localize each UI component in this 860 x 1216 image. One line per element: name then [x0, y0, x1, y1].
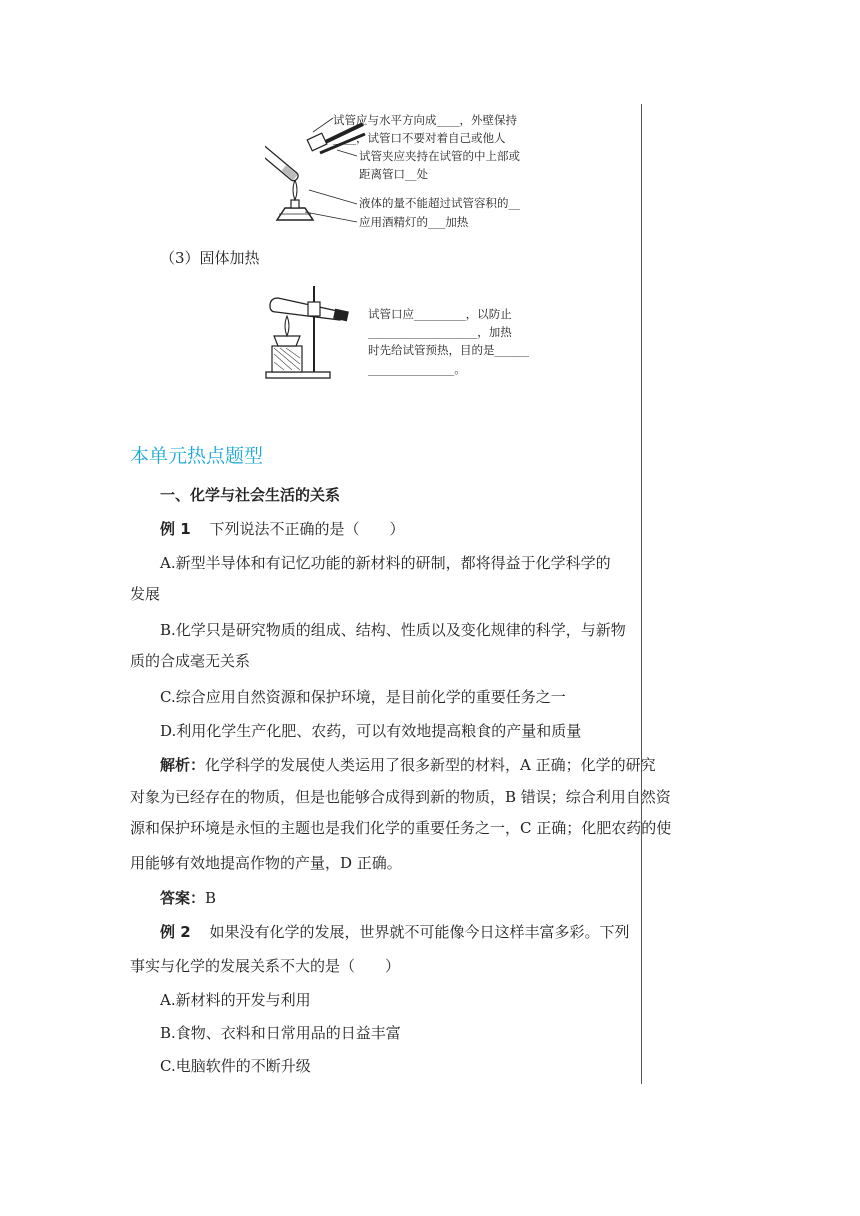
fig2-line4: _______________。 — [368, 362, 466, 376]
subheading: 一、化学与社会生活的关系 — [160, 486, 341, 504]
fig2-line1: 试管口应_________，以防止 — [368, 307, 512, 321]
example1-optC: C.综合应用自然资源和保护环境，是目前化学的重要任务之一 — [160, 688, 566, 706]
example2-label: 例 2 — [160, 923, 191, 941]
fig1-line5: 液体的量不能超过试管容积的__ — [359, 196, 520, 210]
fig1-line3: 试管夹应夹持在试管的中上部或 — [359, 149, 520, 163]
example1-optD: D.利用化学生产化肥、农药，可以有效地提高粮食的产量和质量 — [160, 722, 582, 740]
fig2-line2: ___________________，加热 — [368, 325, 512, 339]
analysis-line4: 用能够有效地提高作物的产量，D 正确。 — [130, 854, 402, 872]
section-heading: 本单元热点题型 — [130, 445, 264, 467]
example1-question: 下列说法不正确的是（ ） — [209, 520, 405, 538]
analysis-text1: 化学科学的发展使人类运用了很多新型的材料，A 正确；化学的研究 — [205, 756, 656, 774]
fig1-line6: 应用酒精灯的___加热 — [359, 215, 469, 229]
fig1-line2: ____，试管口不要对着自己或他人 — [333, 131, 506, 145]
example2-optA: A.新材料的开发与利用 — [160, 991, 311, 1009]
example2-question1: 如果没有化学的发展，世界就不可能像今日这样丰富多彩。下列 — [209, 923, 630, 941]
solid-heating-title: （3）固体加热 — [160, 249, 260, 267]
analysis-line3: 源和保护环境是永恒的主题也是我们化学的重要任务之一，C 正确；化肥农药的使 — [130, 819, 672, 837]
liquid-heating-figure — [265, 108, 555, 233]
fig2-line3: 时先给试管预热，目的是______ — [368, 343, 529, 357]
example1-optB-line2: 质的合成毫无关系 — [130, 652, 251, 670]
example2-optB: B.食物、衣料和日常用品的日益丰富 — [160, 1024, 401, 1042]
fig1-line1: 试管应与水平方向成____，外壁保持 — [333, 113, 517, 127]
example2-optC: C.电脑软件的不断升级 — [160, 1057, 311, 1075]
example1-question-line — [160, 519, 404, 539]
solid-heating-figure — [262, 284, 542, 384]
answer-line — [160, 888, 216, 908]
example2-question-line1 — [160, 922, 629, 942]
fig1-line4: 距离管口__处 — [359, 167, 428, 181]
analysis-line1 — [160, 755, 656, 775]
analysis-label: 解析： — [160, 756, 206, 774]
answer-value: B — [205, 889, 217, 907]
example1-optB-line1: B.化学只是研究物质的组成、结构、性质以及变化规律的科学，与新物 — [160, 621, 626, 639]
analysis-line2: 对象为已经存在的物质，但是也能够合成得到新的物质，B 错误；综合利用自然资 — [130, 788, 671, 806]
answer-label: 答案： — [160, 889, 206, 907]
example1-optA-line1: A.新型半导体和有记忆功能的新材料的研制，都将得益于化学科学的 — [160, 554, 611, 572]
example2-question-line2: 事实与化学的发展关系不大的是（ ） — [130, 957, 401, 975]
example1-label: 例 1 — [160, 520, 191, 538]
example1-optA-line2: 发展 — [130, 585, 161, 603]
page-margin-line — [641, 104, 642, 1084]
